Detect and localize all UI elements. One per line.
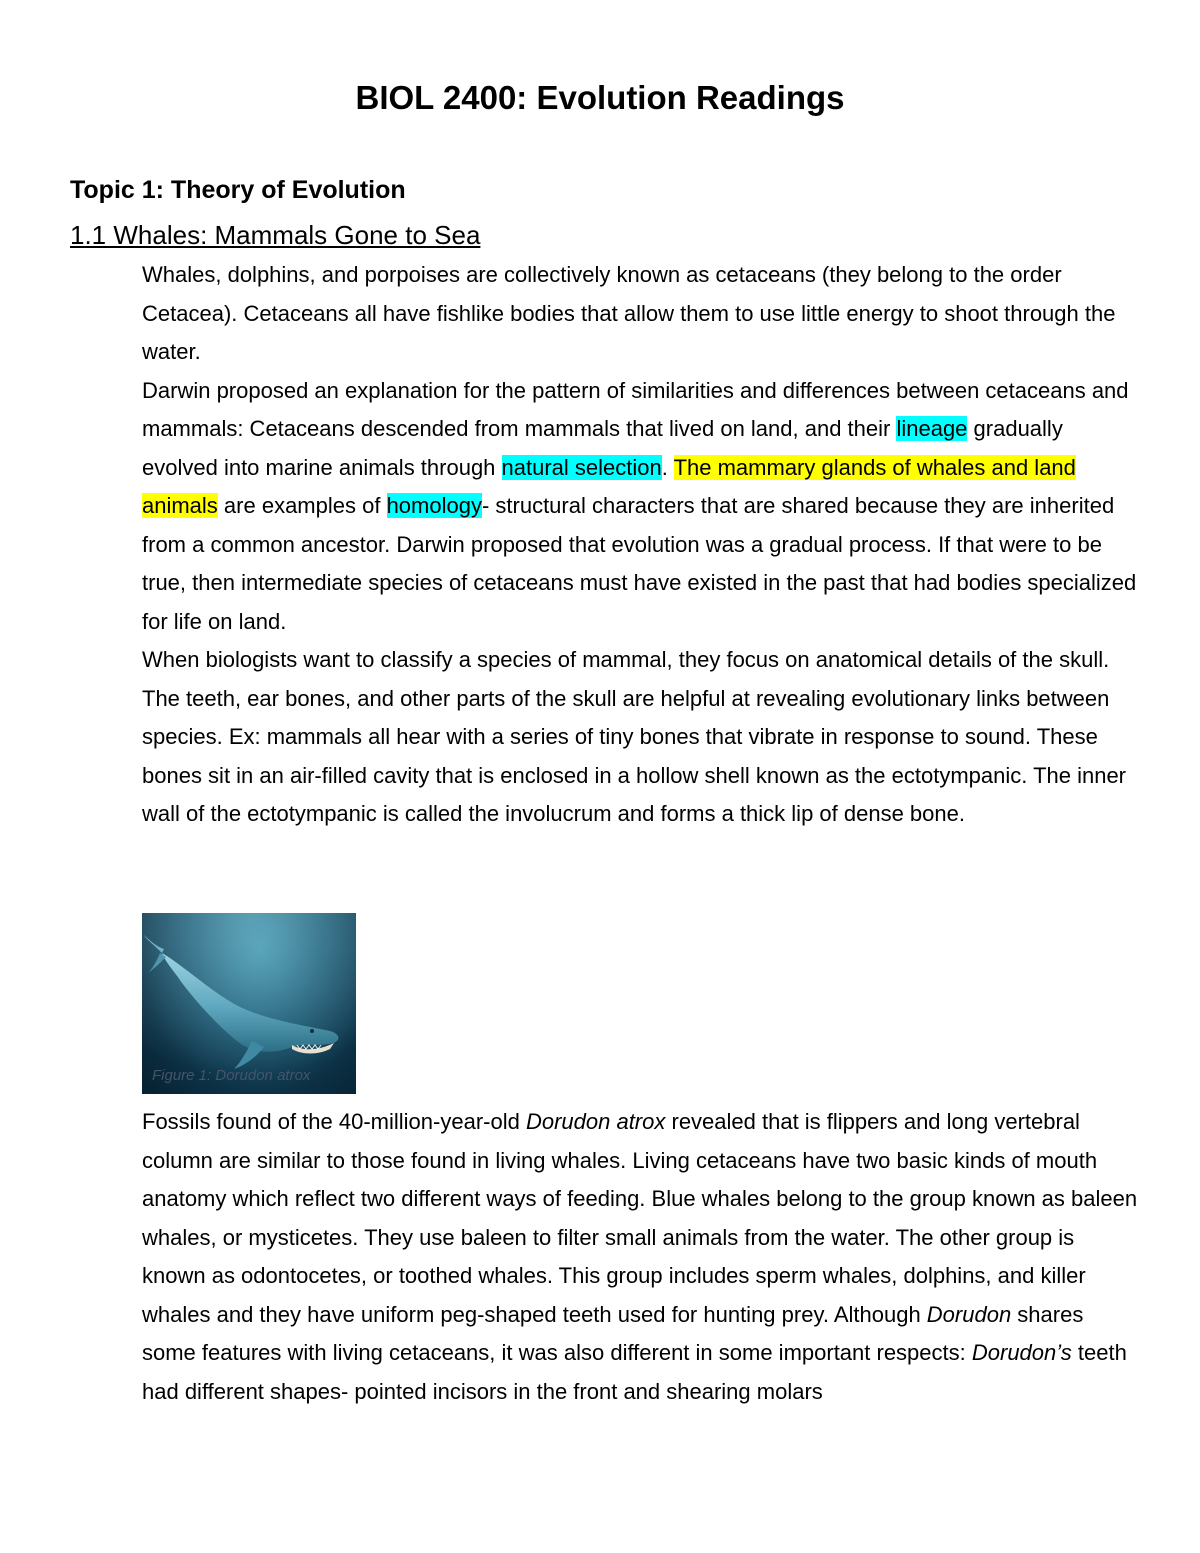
body-text-block-2 <box>142 1103 1142 1411</box>
body-text-block <box>142 256 1142 834</box>
text-run: gradually evolved into marine animals through <box>142 416 1063 480</box>
text-run: revealed that is flippers and long vertebral column are similar to those found in living whales. Living cetaceans have two basic kinds of mouth anatomy which reflect two different ways of feeding. Blue whales belong to the group known as baleen whales, or mysticetes. They use baleen to filter small animals from the water. The other group is known as odontocetes, or toothed whales. This group includes sperm whales, dolphins, and killer whales and they have uniform peg-shaped teeth used for hunting prey. Although <box>142 1109 1138 1327</box>
paragraph-darwin <box>142 372 1142 642</box>
italic-genus-possessive: Dorudon’s <box>971 1340 1072 1365</box>
text-run: . <box>661 454 674 480</box>
text-run: shares some features with living cetaceans, it was also different in some important respects: <box>142 1301 1084 1365</box>
text-run: teeth had different shapes- pointed incisors in the front and shearing molars <box>142 1340 1127 1404</box>
highlight-mammary-glands: The mammary glands of whales and land animals <box>142 454 1076 518</box>
highlight-lineage: lineage <box>896 416 968 441</box>
italic-species-name: Dorudon atrox <box>525 1109 666 1134</box>
paragraph-dorudon <box>142 1103 1142 1411</box>
figure-caption: Figure 1: Dorudon atrox <box>152 1067 311 1084</box>
text-run: - structural characters that are shared because they are inherited from a common ancestor. Darwin proposed that evolution was a gradual process. If that were to be true, then intermediate species of cetaceans must have existed in the past that had bodies specialized for life on land. <box>142 493 1137 634</box>
document-title: BIOL 2400: Evolution Readings <box>355 79 845 116</box>
italic-genus-name: Dorudon <box>926 1301 1012 1327</box>
text-run: are examples of <box>217 493 387 518</box>
highlight-homology: homology <box>386 493 482 518</box>
text-run: Darwin proposed an explanation for the pattern of similarities and differences between cetaceans and mammals: Cetaceans descended from mammals that lived on land, and their <box>142 377 1129 441</box>
topic-heading: Topic 1: Theory of Evolution <box>70 176 406 204</box>
text-run: Fossils found of the 40-million-year-old <box>142 1109 526 1134</box>
highlight-natural-selection: natural selection <box>501 454 662 480</box>
section-heading: 1.1 Whales: Mammals Gone to Sea <box>70 220 481 250</box>
paragraph-skull: When biologists want to classify a species of mammal, they focus on anatomical details of the skull. The teeth, ear bones, and other parts of the skull are helpful at revealing evolutionary links between species. Ex: mammals all hear with a series of tiny bones that vibrate in response to sound. These bones sit in an air-filled cavity that is enclosed in a hollow shell known as the ectotympanic. The inner wall of the ectotympanic is called the involucrum and forms a thick lip of dense bone. <box>142 647 1127 826</box>
paragraph-cetaceans: Whales, dolphins, and porpoises are collectively known as cetaceans (they belong to the order Cetacea). Cetaceans all have fishlike bodies that allow them to use little energy to shoot through the water. <box>142 262 1116 364</box>
